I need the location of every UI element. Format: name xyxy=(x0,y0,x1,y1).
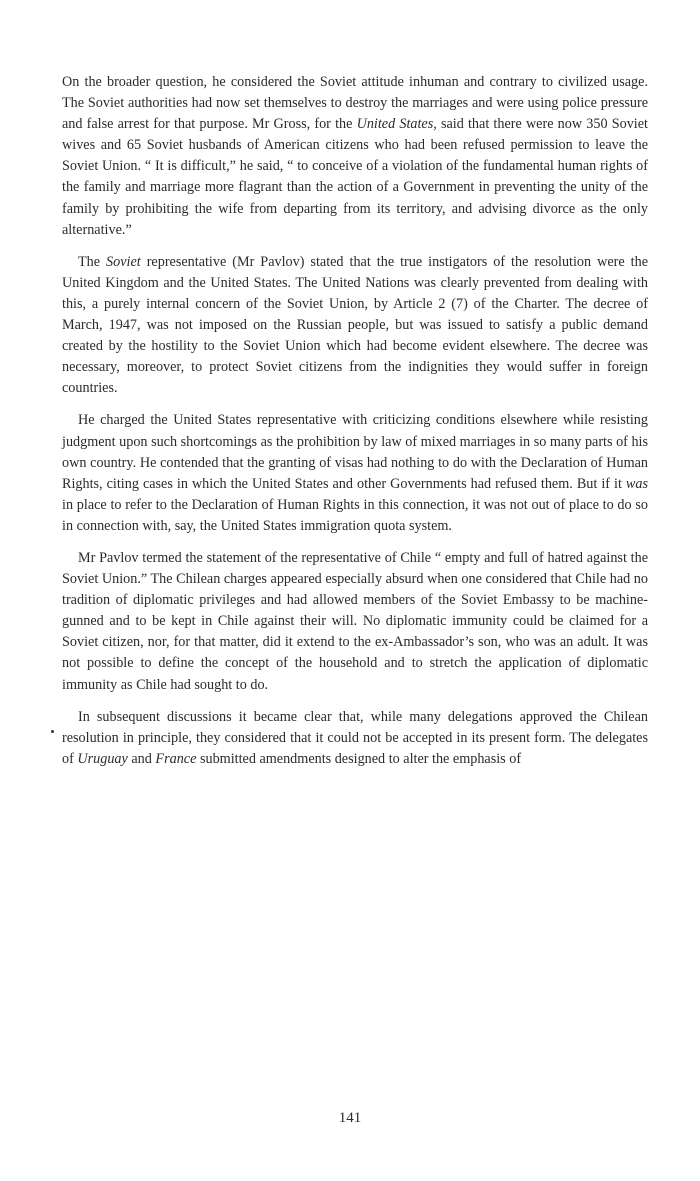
page-body xyxy=(62,72,648,781)
paragraph-text: said that there were now 350 Soviet wives and 65 Soviet husbands of American citizens who had been refused permission to leave the Soviet Union. “ It is difficult,” he said, “ to conceive of a violation of the fundamental human rights of the family and marriage more flagrant than the action of a Government in preventing the unity of the family by prohibiting the wife from departing from its territory, and advising divorce as the only alternative.” xyxy=(62,116,648,238)
paragraph-soviet-attitude xyxy=(62,72,648,241)
paragraph-text: and xyxy=(127,750,156,767)
country-name-italic: Soviet xyxy=(106,253,141,270)
emphasis-italic: was xyxy=(625,475,648,492)
page-number: 141 xyxy=(338,1110,362,1126)
paragraph-text: submitted amendments designed to alter the emphasis of xyxy=(196,750,522,767)
paragraph-text: On the broader question, he considered the Soviet attitude inhuman and contrary to civilized usage. The Soviet authorities had now set themselves to destroy the marriages and were using police pressure and false arrest for that purpose. Mr Gross, for the xyxy=(62,74,648,133)
paragraph-united-states-criticism xyxy=(62,410,648,537)
paragraph-subsequent-discussions xyxy=(62,707,648,770)
paragraph-text: in place to refer to the Declaration of Human Rights in this connection, it was not out of place to do so in connection with, say, the United States immigration quota system. xyxy=(62,496,648,534)
country-name-italic: France xyxy=(155,750,197,767)
paragraph-text: The xyxy=(78,253,107,270)
margin-mark xyxy=(51,730,54,733)
paragraph-text: Mr Pavlov termed the statement of the representative of Chile “ empty and full of hatred against the Soviet Union.” The Chilean charges appeared especially absurd when one considered that Chile had no tradition of diplomatic privileges and had allowed members of the Soviet Embassy to be machine-gunned and to be kept in Chile against their will. No diplomatic immunity could be claimed for a Soviet citizen, nor, for that matter, did it extend to the ex-Ambassador’s son, who was an adult. It was not possible to define the concept of the household and to stretch the application of diplomatic immunity as Chile had sought to do. xyxy=(62,549,648,693)
paragraph-text: He charged the United States representative with criticizing conditions elsewhere while resisting judgment upon such shortcomings as the prohibition by law of mixed marriages in so many parts of his own country. He contended that the granting of visas had nothing to do with the Declaration of Human Rights, citing cases in which the United States and other Governments had refused them. But if it xyxy=(62,412,648,492)
paragraph-text: representative (Mr Pavlov) stated that the true instigators of the resolution were the United Kingdom and the United States. The United Nations was clearly prevented from dealing with this, a purely internal concern of the Soviet Union, by Article 2 (7) of the Charter. The decree of March, 1947, was not imposed on the Russian people, but was issued to satisfy a public demand created by the hostility to the Soviet Union which had become evident elsewhere. The decree was necessary, moreover, to protect Soviet citizens from the indignities they would suffer in foreign countries. xyxy=(62,253,648,397)
country-name-italic: United States, xyxy=(356,116,437,133)
country-name-italic: Uruguay xyxy=(77,750,128,767)
paragraph-chile-statement xyxy=(62,548,648,696)
paragraph-soviet-representative xyxy=(62,252,648,400)
paragraph-text: In subsequent discussions it became clear that, while many delegations approved the Chilean resolution in principle, they considered that it could not be accepted in its present form. The delegates of xyxy=(62,708,648,767)
